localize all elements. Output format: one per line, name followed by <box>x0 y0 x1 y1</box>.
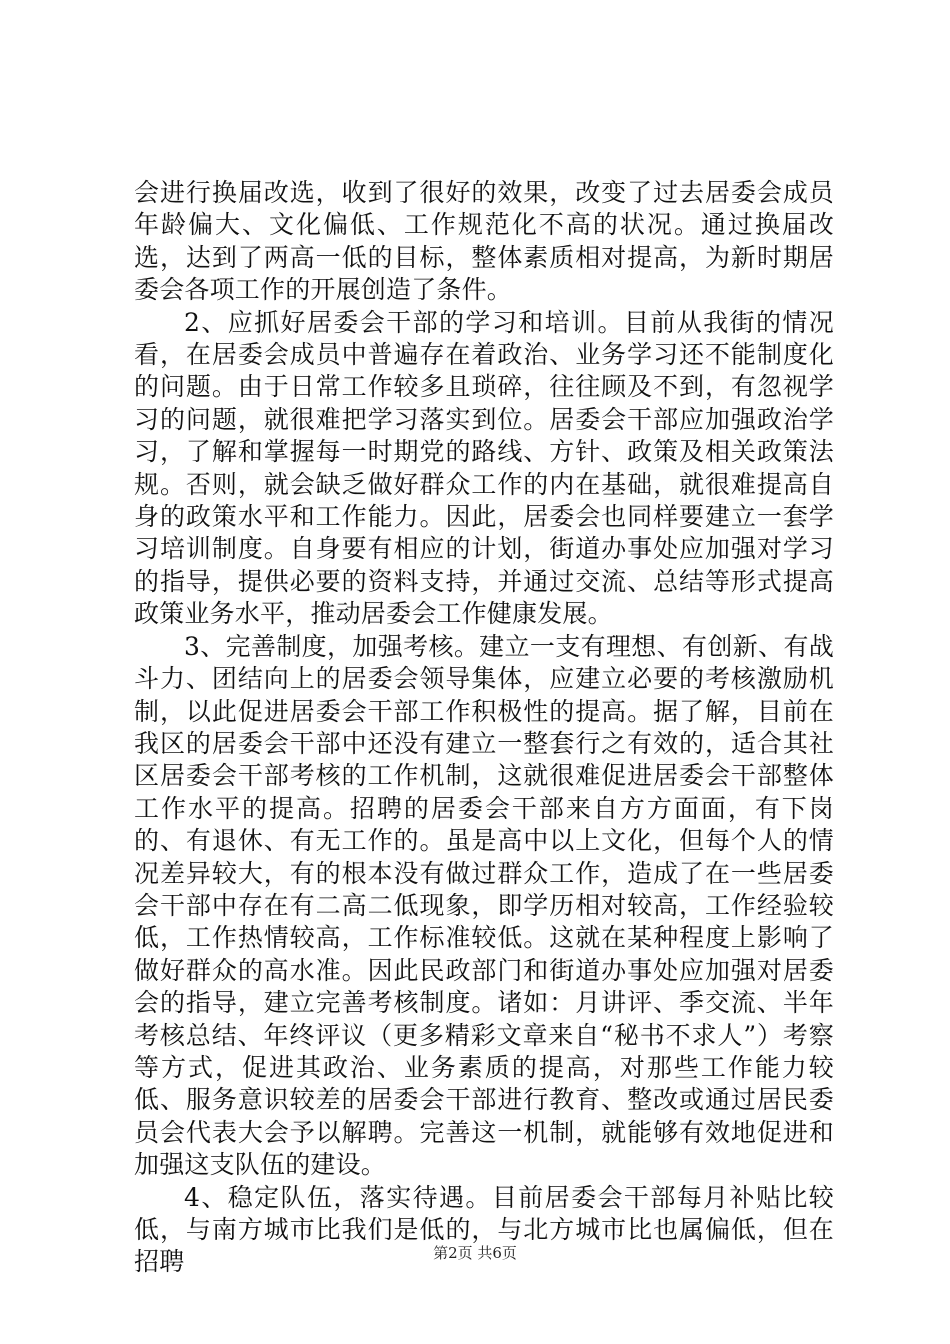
page-number-footer: 第2页 共6页 <box>433 1244 517 1262</box>
paragraph-item-2: 2、应抓好居委会干部的学习和培训。目前从我街的情况看，在居委会成员中普遍存在着政治、业务学习还不能制度化的问题。由于日常工作较多且琐碎，往往顾及不到，有忽视学习的问题，就很难把学习落实到位。居委会干部应加强政治学习，了解和掌握每一时期党的路线、方针、政策及相关政策法规。否则，就会缺乏做好群众工作的内在基础，就很难提高自身的政策水平和工作能力。因此，居委会也同样要建立一套学习培训制度。自身要有相应的计划，街道办事处应加强对学习的指导，提供必要的资料支持，并通过交流、总结等形式提高政策业务水平，推动居委会工作健康发展。 <box>134 307 834 629</box>
paragraph-item-3: 3、完善制度，加强考核。建立一支有理想、有创新、有战斗力、团结向上的居委会领导集体，应建立必要的考核激励机制，以此促进居委会干部工作积极性的提高。据了解，目前在我区的居委会干部中还没有建立一整套行之有效的，适合其社区居委会干部考核的工作机制，这就很难促进居委会干部整体工作水平的提高。招聘的居委会干部来自方方面面，有下岗的、有退休、有无工作的。虽是高中以上文化，但每个人的情况差异较大，有的根本没有做过群众工作，造成了在一些居委会干部中存在有二高二低现象，即学历相对较高，工作经验较低，工作热情较高，工作标准较低。这就在某种程度上影响了做好群众的高水准。因此民政部门和街道办事处应加强对居委会的指导，建立完善考核制度。诸如：月讲评、季交流、半年考核总结、年终评议（更多精彩文章来自“秘书不求人”）考察等方式，促进其政治、业务素质的提高，对那些工作能力较低、服务意识较差的居委会干部进行教育、整改或通过居民委员会代表大会予以解聘。完善这一机制，就能够有效地促进和加强这支队伍的建设。 <box>134 631 834 1180</box>
paragraph-item-4: 4、稳定队伍，落实待遇。目前居委会干部每月补贴比较低，与南方城市比我们是低的，与北方城市比也属偏低，但在招聘 <box>134 1182 834 1277</box>
paragraph-continuation: 会进行换届改选，收到了很好的效果，改变了过去居委会成员年龄偏大、文化偏低、工作规范化不高的状况。通过换届改选，达到了两高一低的目标，整体素质相对提高，为新时期居委会各项工作的开展创造了条件。 <box>134 178 834 305</box>
document-body <box>134 177 834 1279</box>
